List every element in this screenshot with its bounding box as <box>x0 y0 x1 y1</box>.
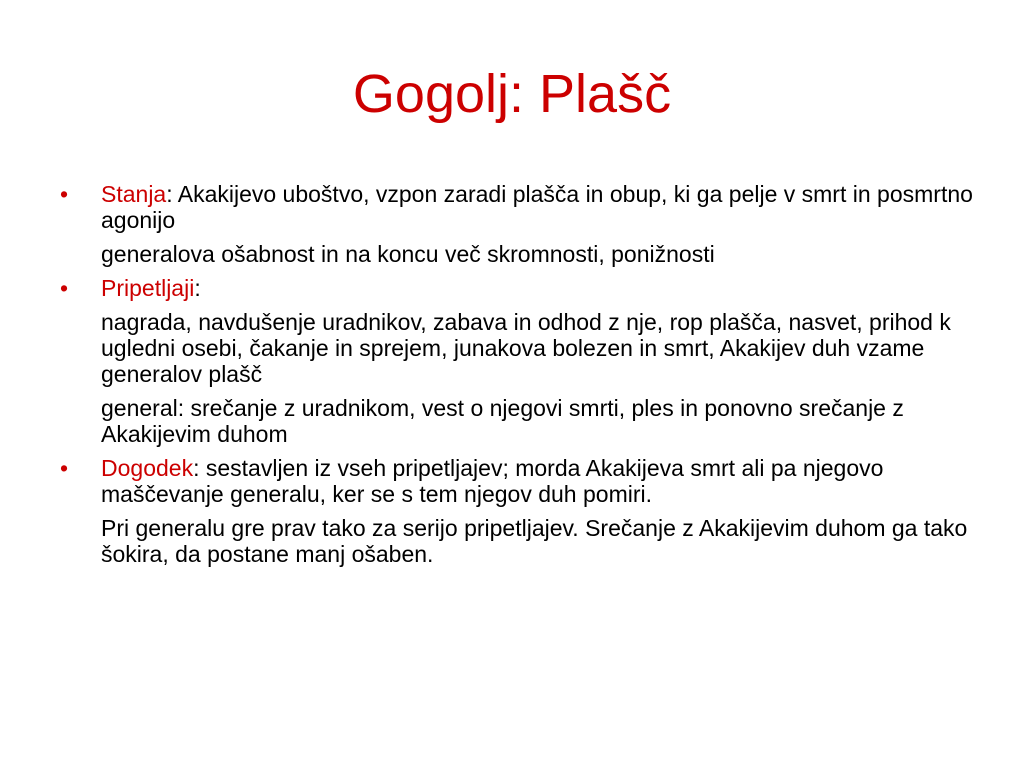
bullet-item-dogodek <box>60 455 980 507</box>
bullet-icon: • <box>60 181 69 207</box>
slide-title: Gogolj: Plašč <box>352 64 672 124</box>
sub-paragraph: generalova ošabnost in na koncu več skromnosti, ponižnosti <box>101 241 715 267</box>
sub-paragraph: Pri generalu gre prav tako za serijo pripetljajev. Srečanje z Akakijevim duhom ga tako šokira, da postane manj ošaben. <box>101 515 968 567</box>
bullet-text: : Akakijevo uboštvo, vzpon zaradi plašča in obup, ki ga pelje v smrt in posmrtno agonijo <box>101 181 973 233</box>
keyword-pripetljaji: Pripetljaji <box>101 275 195 301</box>
bullet-item-stanja <box>60 181 980 233</box>
bullet-text: : <box>194 275 201 301</box>
bullet-icon: • <box>60 275 69 301</box>
slide-content <box>60 181 980 575</box>
bullet-item-pripetljaji <box>60 275 980 301</box>
bullet-text: : sestavljen iz vseh pripetljajev; morda Akakijeva smrt ali pa njegovo maščevanje generalu, ker se s tem njegov duh pomiri. <box>101 455 884 507</box>
keyword-dogodek: Dogodek <box>101 455 194 481</box>
sub-paragraph: nagrada, navdušenje uradnikov, zabava in odhod z nje, rop plašča, nasvet, prihod k ugledni osebi, čakanje in sprejem, junakova bolezen in smrt, Akakijev duh vzame generalov plašč <box>101 309 951 387</box>
bullet-icon: • <box>60 455 69 481</box>
sub-paragraph: general: srečanje z uradnikom, vest o njegovi smrti, ples in ponovno srečanje z Akakijevim duhom <box>101 395 904 447</box>
keyword-stanja: Stanja <box>101 181 167 207</box>
